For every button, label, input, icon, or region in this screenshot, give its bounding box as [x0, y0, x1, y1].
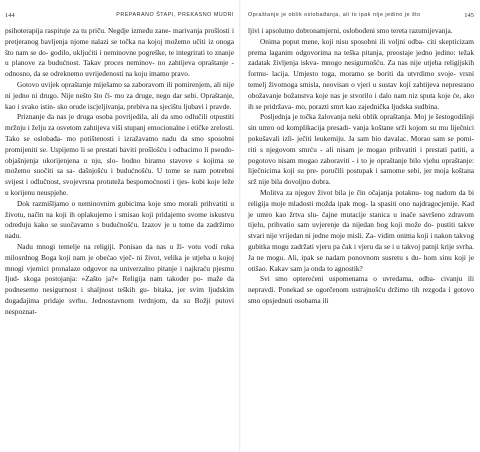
paragraph: Molitva za njegov život bila je čin očajanja potaknu- tog nadom da bi religija moje mladosti možda ipak mog- la spasiti ono najdragocjenije. Kad je umro kao žrtva slu- čajne mutacije stanica u inače savršeno zdravom tijelu, prihvatio sam uvjerenje da nijedan bog koji može do- pustiti takve stvari nije vrijedan ni jedne moje misli. Za- vidim onima koji i nakon takvog gubitka mogu zadržati vjeru pa čak i vjeru da se i u takvoj patnji krije svrha. Ja ne mogu. Ali, ipak se nadam ponovnom susretu s du- hom sinu koji je otišao. Kakav sam ja onda to agnostik?: [248, 187, 474, 273]
paragraph: Priznanje da nas je druga osoba povrijedila, ali da smo odlučili otpustiti mržnju i želju za osvetom zahtijeva viši stupanj emocionalne i etičke zrelosti. Tako se oslobađa- mo potištenosti i izražavamo nadu da smo sposobni promijeniti se. Uspijemo li se prestati baviti prošlošću i odbacimo li pseudo-objašnjenja ukorijenjena u nju, slo- bodno biramo stavove s kojima se možemo suočiti sa sa- dašnjošću i budućnošću. U tome se nam potrebni svijest i odlučnost, svojevrsna protuteža bespomoćnosti i tjes- kobi koje leže u korijenu neuspjehe.: [5, 112, 234, 197]
left-page-header: [5, 9, 234, 21]
paragraph: Posljednja je točka žalovanja neki oblik opraštanja. Moj je šestogodišnji sin umro od komplikacija presadi- vanja koštane srži kojom su mu liječnici pokušavali izli- ječiti leukemiju. Ja sam bio davalac. Morao sam se pomi- riti s njegovom smrću - ali nisam je mogao prihvatiti i prestati patiti, a pogotovo nisam mogao zaboraviti - i to je opraštanje bilo vjehu opraštanje: liječnicima koji su pre- poručili postupak i samome sebi, jer moja koštana srž nije bila dovoljno dobra.: [248, 112, 474, 187]
left-running-head: PREPARANO ŠTAPI, PREKASNO MUDRI: [116, 12, 234, 18]
right-running-head: Opraštanje je oblik oslobađanja, ali to ipak nije jedino je što: [248, 12, 421, 18]
right-page-body: [248, 26, 474, 307]
right-page-number: 145: [464, 11, 474, 19]
paragraph: Nadu mnogi temelje na religiji. Ponisao da nas u ži- votu vodi ruka milosrdnog Boga koji nam je obećao vječ- ni život, velika je utjeha u kojoj mnogi vjernici pronalaze odgovor na univerzalno pitanje i najkraću pjesmu Ijud- skoga postojanja: »Zašto ja?« Religija nam također po- maže da podnesemo nesigurnost i shaljnost teških gu- bitaka, jer svim ljudskim događajima pridaje svrhu. Jednostavnom tvrdnjom, da su Božji putovi nespoznat-: [5, 241, 234, 316]
left-page-body: [5, 26, 234, 318]
paragraph: Svi smo opterećeni uspomenama o uvredama, odba- civanju ili nepravdi. Ponekad se ogorčenom ustrajnošću držimo tih rezgoda i gotovo smo opsjednuti osobama ili: [248, 274, 474, 305]
paragraph: ljivi i apsolutno dobronamjerni, oslobođeni smo tereta razumijevanja.: [248, 26, 453, 35]
paragraph: Gotovo uvijek opraštanje miješamo sa zaboravom ili pomirenjem, ali nije ni jedno ni drugo. Nije nešto što či- mo za druge, nego dar sebi. Opraštanje, kao i svako istin- sko orude iscjeljivanja, prebiva na sjecištu ljubavi i pravde.: [5, 79, 234, 111]
right-page-header: [248, 9, 474, 21]
paragraph: Dok razmišljamo o neminovnim gubicima koje smo morali prihvatiti u životu, način na koji ih oplakujemo i smisao koji pridajemo svome iskustvu određuju kako se suočavamo s budućnošću. Izazov je u tome da zadržimo nadu.: [5, 198, 234, 241]
left-page-number: 144: [5, 11, 15, 19]
paragraph: Onima poput mene, koji nisu sposobni ili voljni odba- citi skepticizam prema laganim odgovorima na teška pitanja, preostaje jedno jedino: težak zadatak življenja iskva- mnogo nesigurnošću. Za nas nije utjeha religijskih formu- lacija. Umjesto toga, moramo se boriti da utvrdimo svoje- vrsni temelj životnoga smisla, neovisan o vjeri u sustav koji zahtijeva nepresrano obožavanje božanstva koje nas je stvorilo i dalo nam niz sputa koje će, ako ih se pridržava- mo, porazti smrt kao zajednička ljudska sudbina.: [248, 36, 474, 111]
right-page: [240, 0, 480, 452]
paragraph: psihoterapija raspituje za tu priču. Negdje između zane- marivanja prošlosti i pretjeranog bavljenja njome nalazi se točka na kojoj možemo učiti iz onoga što nam se do- godilo, ukljućiti i neminovne pogreške, te integrirati to znanje u planove za budućnost. Takav proces neminov- no zahtijeva opraštanje - odnosno, da se odreknemo uvrijeđenosti na koju imamo pravo.: [5, 26, 234, 79]
